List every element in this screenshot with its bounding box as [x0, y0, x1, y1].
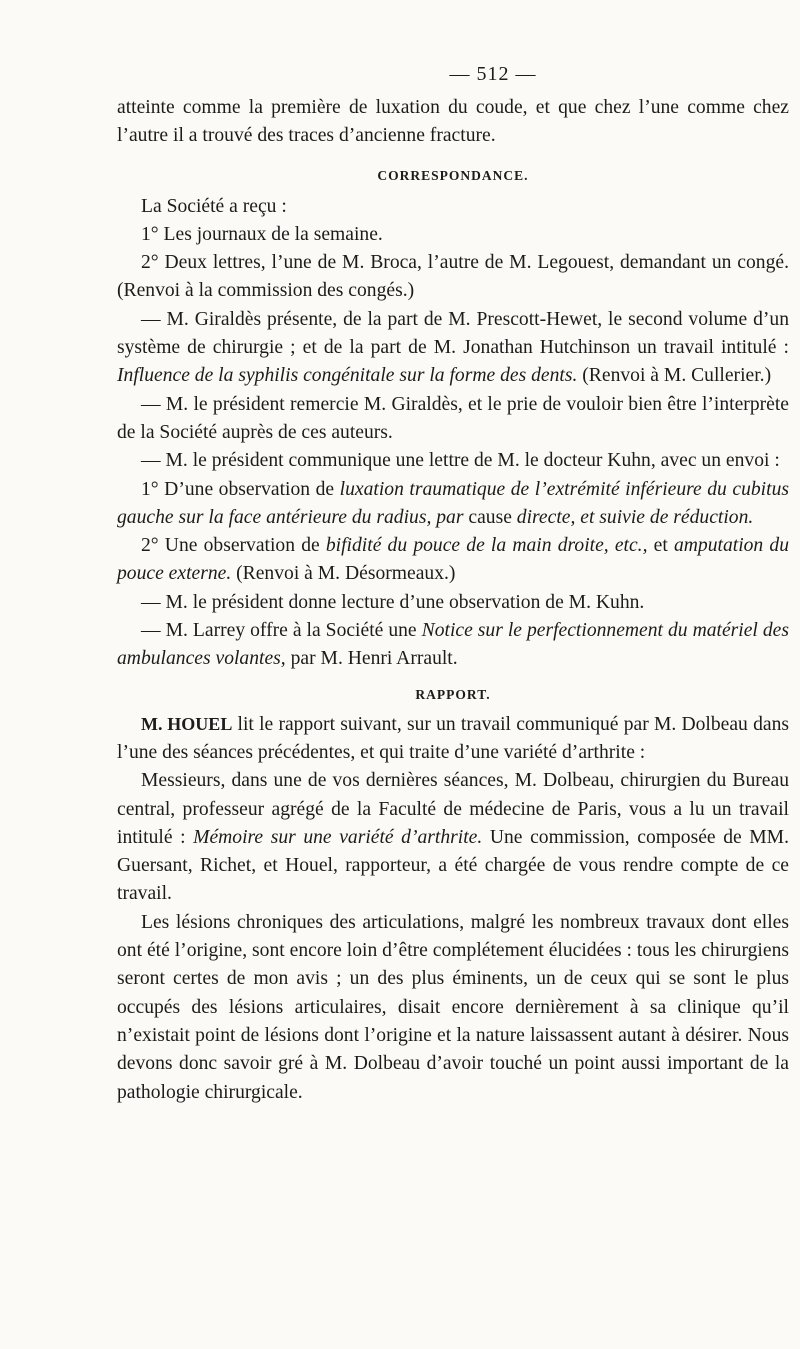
paragraph-lesions: Les lésions chroniques des articulations, malgré les nombreux travaux dont elles ont été l’origine, sont encore loin d’être complétement élucidées : tous les chirurgiens seront certes de mon avis ; un des plus éminents, un de ceux qui se sont le plus occupés des lésions articulaires, disait encore dernièrement à sa clinique qu’il n’existait point de lésions dont l’origine et la nature laissassent autant à désirer. Nous devons donc savoir gré à M. Dolbeau d’avoir touché un point aussi important de la pathologie chirurgicale.: [117, 911, 789, 1103]
commission-text: Une commission, composée de MM. Guersant, Richet, et Houel, rapporteur, a été chargée de vous rendre compte de ce travail.: [117, 826, 790, 905]
obs2-mid: et: [647, 535, 674, 557]
paragraph-observation-1: [117, 476, 789, 533]
obs2-title-a: bifidité du pouce de la main droite, etc.,: [325, 535, 648, 557]
houel-name: M. HOUEL: [141, 713, 233, 734]
larrey-text: — M. Larrey offre à la Société une: [141, 620, 422, 642]
correspondance-intro: La Société a reçu :: [141, 195, 287, 217]
obs1-mid: cause: [463, 506, 517, 528]
obs1-title-b: directe, et suivie de réduction.: [516, 506, 754, 528]
paragraph-observation-2: [117, 532, 789, 589]
larrey-notice-title: Notice sur le perfectionnement du matériel des ambulances volantes,: [117, 620, 789, 670]
correspondance-item-1: 1° Les journaux de la semaine.: [141, 223, 383, 245]
larrey-author: par M. Henri Arrault.: [285, 648, 458, 670]
paragraph-kuhn-letter: — M. le président communique une lettre de M. le docteur Kuhn, avec un envoi :: [141, 450, 780, 472]
giraldes-renvoi: (Renvoi à M. Cullerier.): [577, 365, 772, 387]
page-number: — 512 —: [449, 63, 537, 85]
paragraph-houel: [117, 710, 789, 768]
paragraph-continuation: atteinte comme la première de luxation du coude, et que chez l’une comme chez l’autre il a trouvé des traces d’ancienne fracture.: [117, 97, 789, 147]
messieurs-text: Messieurs, dans une de vos dernières séances, M. Dolbeau, chirurgien du Bureau central, professeur agrégé de la Faculté de médecine de Paris, vous a lu un travail intitulé :: [117, 770, 789, 848]
obs1-title-a: luxation traumatique de l’extrémité inférieure du cubitus gauche sur la face antérieure du radius, par: [117, 478, 789, 528]
paragraph-larrey: [117, 617, 789, 674]
section-heading-correspondance: CORRESPONDANCE.: [377, 167, 529, 183]
page-content: [117, 60, 789, 1107]
section-heading-rapport: RAPPORT.: [415, 686, 491, 702]
obs2-title-b: amputation du pouce externe.: [117, 535, 789, 585]
giraldes-text: — M. Giraldès présente, de la part de M. Prescott-Hewet, le second volume d’un système de chirurgie ; et de la part de M. Jonathan Hutchinson un travail intitulé :: [117, 308, 789, 359]
obs2-text: 2° Une observation de: [141, 535, 326, 557]
houel-text: lit le rapport suivant, sur un travail communiqué par M. Dolbeau dans l’une des séances précédentes, et qui traite d’une variété d’arthrite :: [117, 713, 789, 763]
giraldes-work-title: Influence de la syphilis congénitale sur la forme des dents.: [117, 365, 578, 387]
paragraph-messieurs: [117, 767, 789, 908]
paragraph-remercie: — M. le président remercie M. Giraldès, et le prie de vouloir bien être l’interprète de la Société auprès de ces auteurs.: [117, 393, 789, 443]
memoire-title: Mémoire sur une variété d’arthrite.: [193, 826, 483, 848]
correspondance-item-2: 2° Deux lettres, l’une de M. Broca, l’autre de M. Legouest, demandant un congé. (Renvoi à la commission des congés.): [117, 252, 789, 302]
paragraph-lecture: — M. le président donne lecture d’une observation de M. Kuhn.: [141, 591, 645, 613]
paragraph-giraldes: [117, 306, 789, 391]
obs2-renvoi: (Renvoi à M. Désormeaux.): [231, 563, 456, 585]
obs1-text: 1° D’une observation de: [141, 478, 340, 500]
